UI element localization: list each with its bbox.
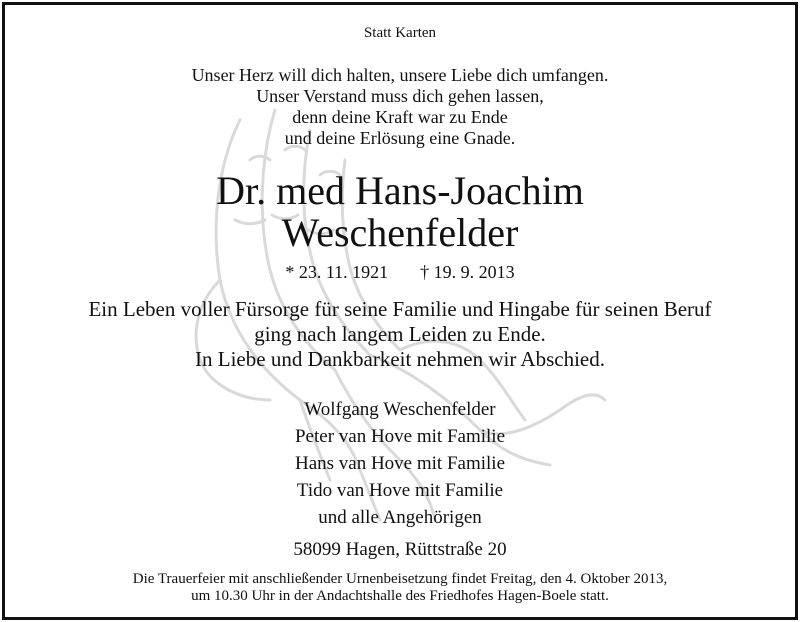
mourner-line: und alle Angehörigen [318, 507, 482, 528]
funeral-notice-line: um 10.30 Uhr in der Andachtshalle des Friedhofes Hagen-Boele statt. [191, 588, 609, 604]
poem-line: Unser Verstand muss dich gehen lassen, [256, 86, 544, 106]
mourner-line: Hans van Hove mit Familie [294, 453, 506, 474]
poem-line: Unser Herz will dich halten, unsere Liebe dich umfangen. [191, 65, 609, 85]
mourner-line: Tido van Hove mit Familie [296, 480, 504, 501]
birth-date: * 23. 11. 1921 [285, 262, 389, 282]
tribute-line: In Liebe und Dankbarkeit nehmen wir Abschied. [195, 347, 605, 371]
statt-karten-label: Statt Karten [363, 25, 437, 41]
mourner-line: Peter van Hove mit Familie [294, 426, 505, 447]
life-dates [5, 262, 795, 283]
family-address: 58099 Hagen, Rüttstraße 20 [293, 539, 507, 560]
mourner-line: Wolfgang Weschenfelder [304, 399, 496, 420]
deceased-name-line1: Dr. med Hans-Joachim [216, 168, 584, 213]
poem-line: denn deine Kraft war zu Ende [292, 107, 508, 127]
death-date: † 19. 9. 2013 [420, 262, 515, 282]
tribute-line: ging nach langem Leiden zu Ende. [254, 322, 546, 346]
deceased-name-line2: Weschenfelder [281, 210, 519, 255]
obituary-card [2, 2, 798, 620]
poem-line: und deine Erlösung eine Gnade. [284, 128, 516, 148]
funeral-notice-line: Die Trauerfeier mit anschließender Urnenbeisetzung findet Freitag, den 4. Oktober 2013, [132, 571, 668, 587]
tribute-line: Ein Leben voller Fürsorge für seine Familie und Hingabe für seinen Beruf [88, 297, 712, 321]
